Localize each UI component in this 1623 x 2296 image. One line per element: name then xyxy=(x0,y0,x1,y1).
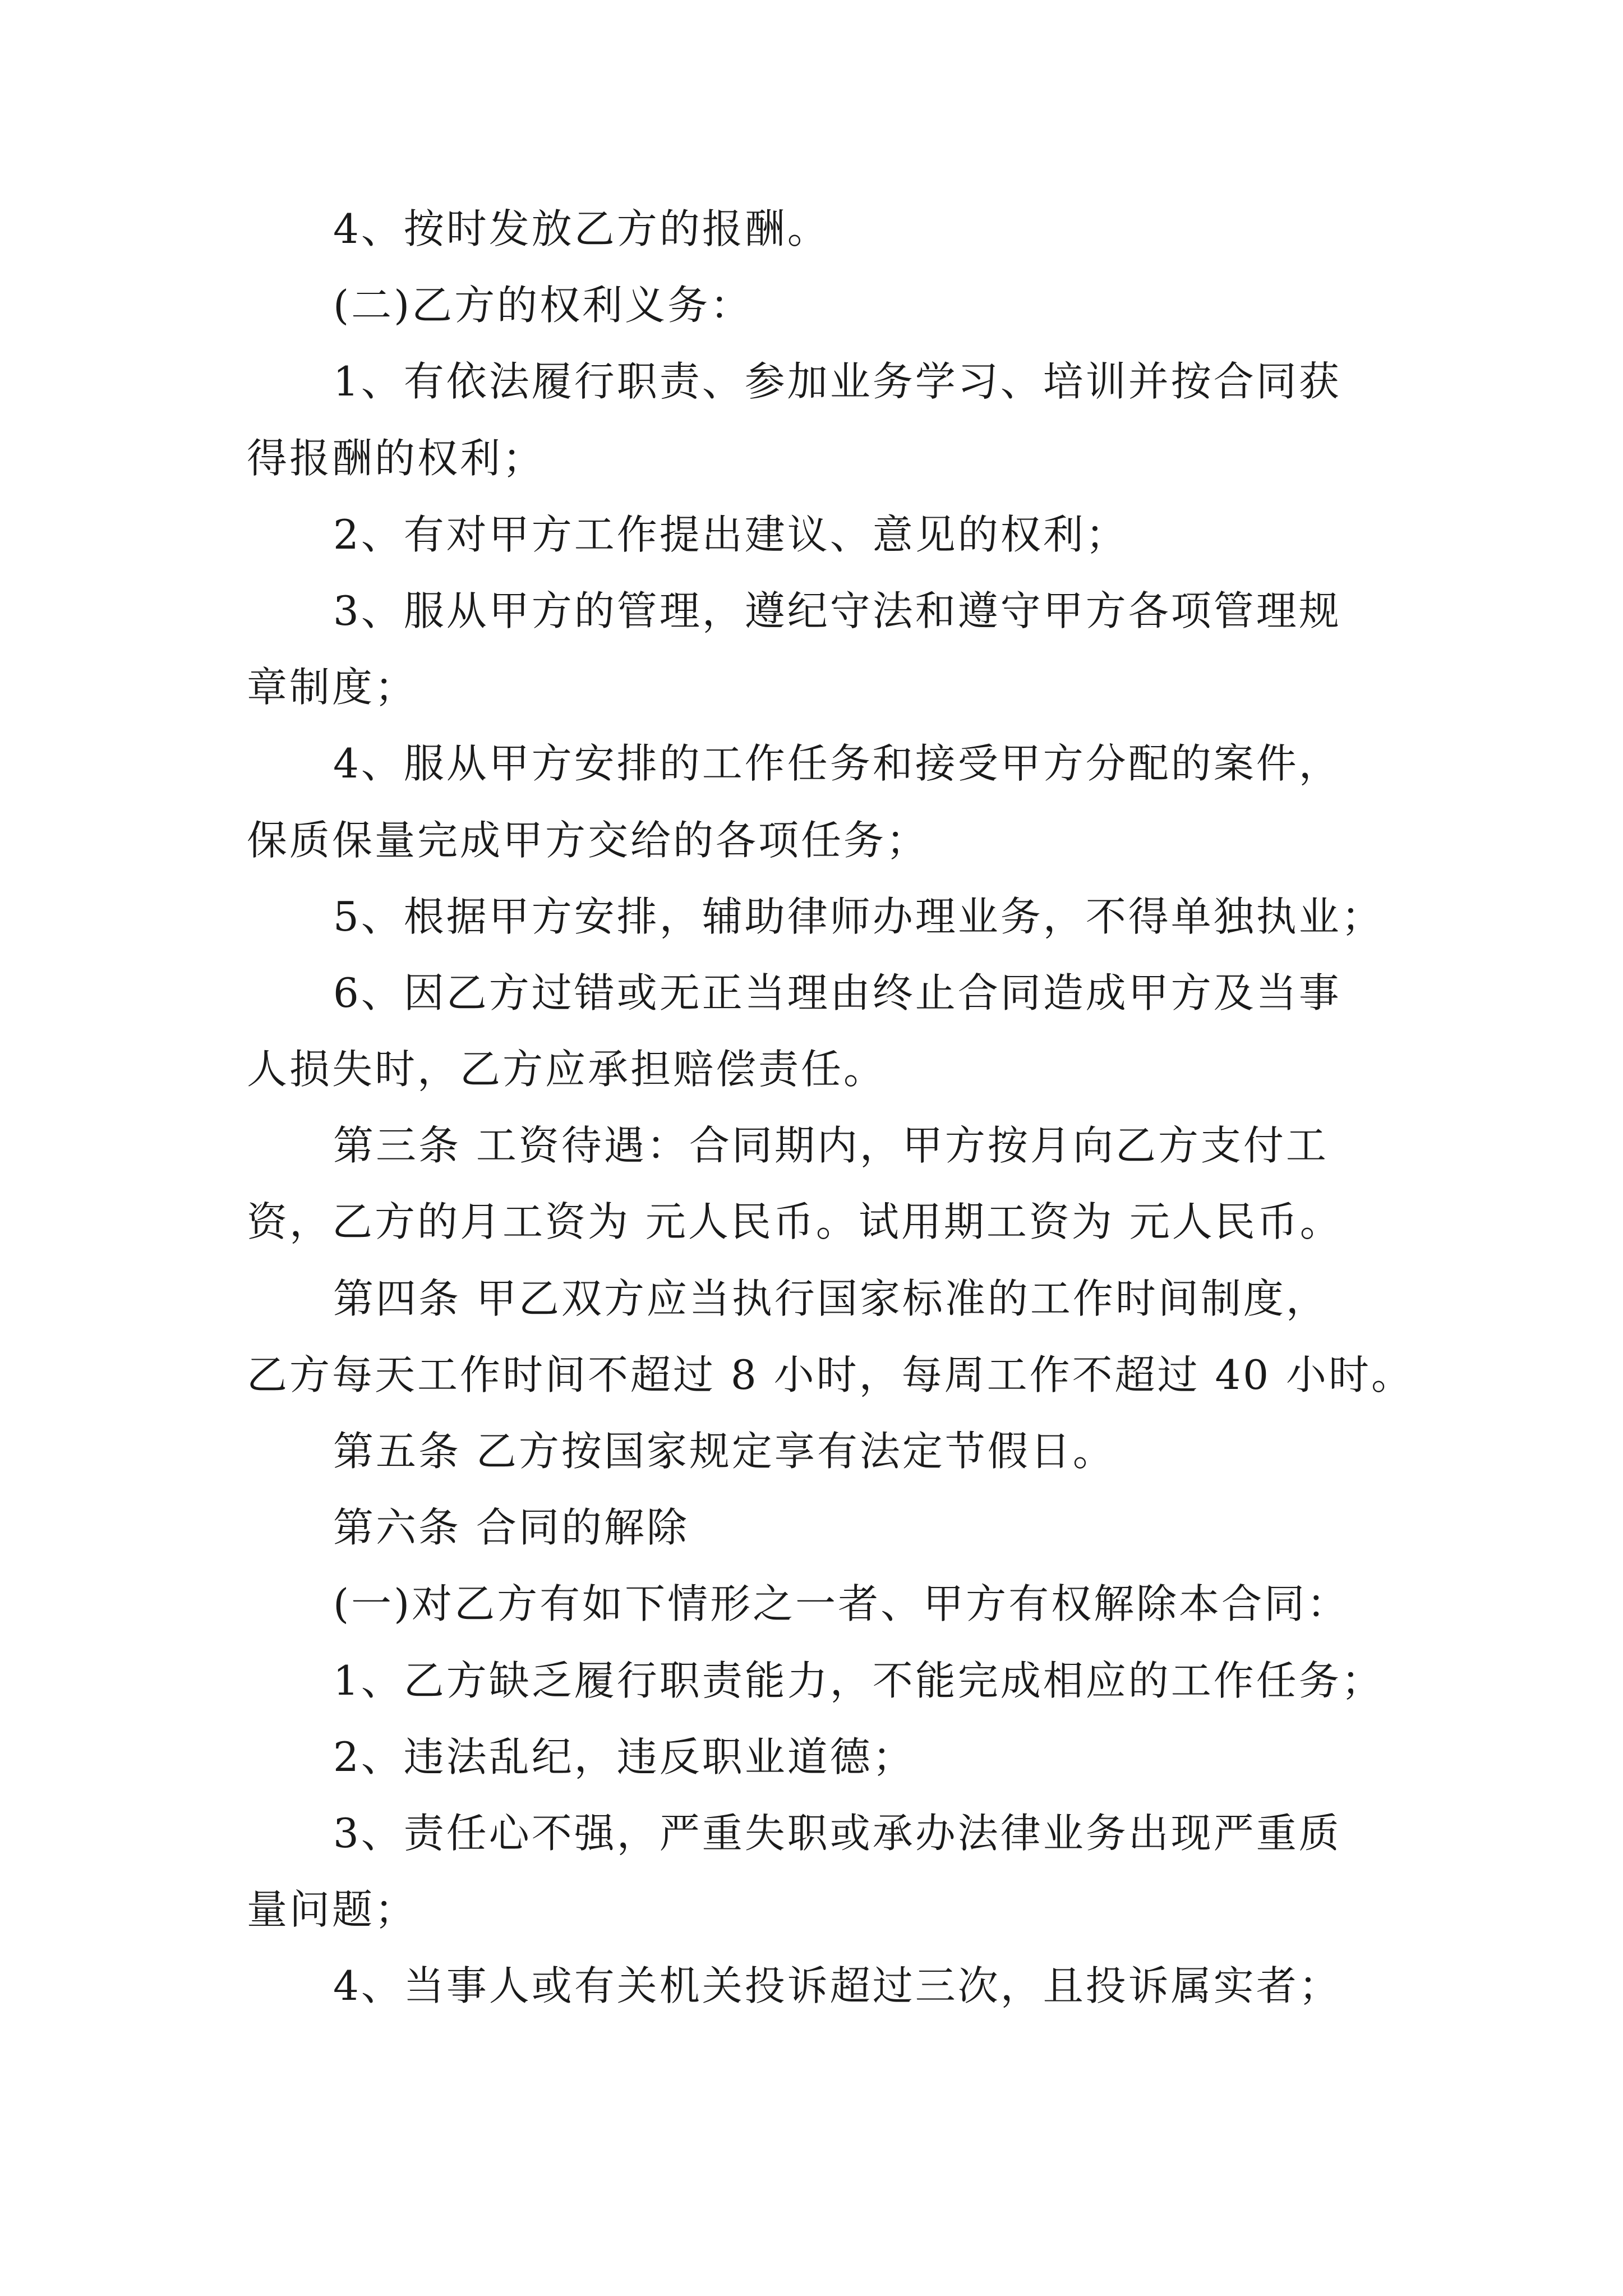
paragraph-line: 资，乙方的月工资为 元人民币。试用期工资为 元人民币。 xyxy=(247,1198,1343,1246)
paragraph-line: 2、违法乱纪，违反职业道德； xyxy=(333,1733,915,1780)
paragraph-line: 1、乙方缺乏履行职责能力，不能完成相应的工作任务； xyxy=(333,1657,1384,1704)
paragraph-line: 3、服从甲方的管理，遵纪守法和遵守甲方各项管理规 xyxy=(333,587,1341,634)
paragraph-line: 4、按时发放乙方的报酬。 xyxy=(333,205,830,252)
document-body xyxy=(247,205,1414,2042)
article-line: 第五条 乙方按国家规定享有法定节假日。 xyxy=(333,1428,1115,1475)
paragraph-line: 6、因乙方过错或无正当理由终止合同造成甲方及当事 xyxy=(333,969,1341,1016)
paragraph-line: 1、有依法履行职责、参加业务学习、培训并按合同获 xyxy=(333,358,1341,406)
paragraph-line: 4、当事人或有关机关投诉超过三次，且投诉属实者； xyxy=(333,1962,1341,2010)
paragraph-line: 乙方每天工作时间不超过 8 小时，每周工作不超过 40 小时。 xyxy=(247,1351,1414,1398)
section-heading-line: (一)对乙方有如下情形之一者、甲方有权解除本合同： xyxy=(333,1580,1350,1628)
section-heading-line: (二)乙方的权利义务： xyxy=(333,282,753,329)
paragraph-line: 3、责任心不强，严重失职或承办法律业务出现严重质 xyxy=(333,1809,1341,1857)
paragraph-line: 章制度； xyxy=(247,664,418,711)
paragraph-line: 量问题； xyxy=(247,1886,418,1934)
article-line: 第六条 合同的解除 xyxy=(333,1504,689,1552)
paragraph-line: 人损失时，乙方应承担赔偿责任。 xyxy=(247,1046,887,1093)
paragraph-line: 5、根据甲方安排，辅助律师办理业务，不得单独执业； xyxy=(333,892,1384,940)
article-line: 第三条 工资待遇：合同期内，甲方按月向乙方支付工 xyxy=(333,1122,1329,1170)
article-line: 第四条 甲乙双方应当执行国家标准的工作时间制度， xyxy=(333,1274,1329,1322)
paragraph-line: 4、服从甲方安排的工作任务和接受甲方分配的案件， xyxy=(333,740,1341,788)
paragraph-line: 2、有对甲方工作提出建议、意见的权利； xyxy=(333,510,1128,558)
paragraph-line: 得报酬的权利； xyxy=(247,434,546,482)
paragraph-line: 保质保量完成甲方交给的各项任务； xyxy=(247,816,929,864)
